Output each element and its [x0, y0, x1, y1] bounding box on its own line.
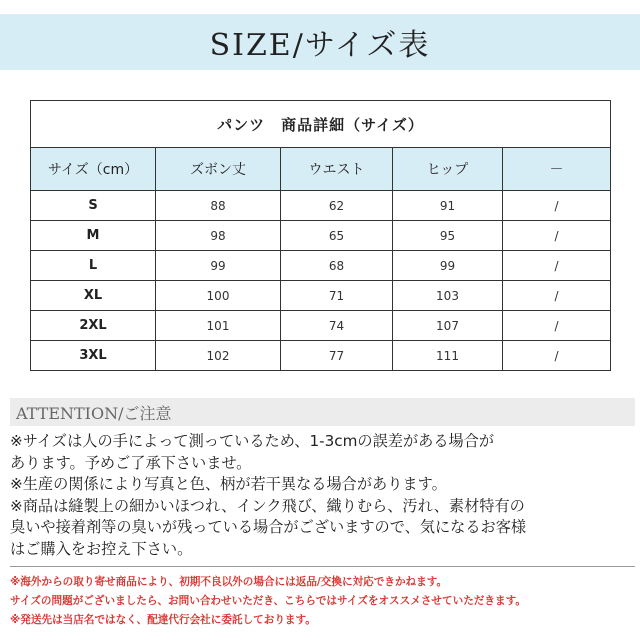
table-row: [31, 281, 611, 311]
other-cell: /: [503, 191, 611, 221]
length-cell: 100: [156, 281, 281, 311]
other-cell: /: [503, 311, 611, 341]
shipping-note-line: ※海外からの取り寄せ商品により、初期不良以外の場合には返品/交換に対応できかねます。: [10, 576, 448, 588]
hip-cell: 91: [393, 191, 503, 221]
table-row: [31, 221, 611, 251]
table-row: [31, 191, 611, 221]
length-cell: 88: [156, 191, 281, 221]
shipping-notes: [10, 573, 635, 630]
length-cell: 102: [156, 341, 281, 371]
length-cell: 98: [156, 221, 281, 251]
column-header-hip: ヒップ: [393, 148, 503, 191]
table-row: [31, 251, 611, 281]
hip-cell: 95: [393, 221, 503, 251]
hip-cell: 107: [393, 311, 503, 341]
hip-cell: 103: [393, 281, 503, 311]
table-caption: パンツ 商品詳細（サイズ）: [31, 101, 611, 148]
waist-cell: 77: [281, 341, 393, 371]
table-header-row: [31, 148, 611, 191]
attention-line: 臭いや接着剤等の臭いが残っている場合がございますので、気になるお客様: [10, 518, 527, 537]
size-table: [30, 100, 611, 371]
size-cell: S: [31, 191, 156, 221]
shipping-note-line: サイズの問題がございましたら、お問い合わせいただき、こちらではサイズをオススメさせていただきます。: [10, 595, 526, 607]
column-header-size: サイズ（cm）: [31, 148, 156, 191]
column-header-waist: ウエスト: [281, 148, 393, 191]
shipping-note-line: ※発送先は当店名ではなく、配達代行会社に委託しております。: [10, 614, 316, 626]
size-cell: M: [31, 221, 156, 251]
waist-cell: 65: [281, 221, 393, 251]
waist-cell: 68: [281, 251, 393, 281]
length-cell: 101: [156, 311, 281, 341]
attention-heading: ATTENTION/ご注意: [16, 403, 172, 423]
page-title: SIZE/サイズ表: [209, 28, 431, 63]
waist-cell: 74: [281, 311, 393, 341]
title-banner: [0, 14, 640, 70]
length-cell: 99: [156, 251, 281, 281]
attention-line: ※サイズは人の手によって測っているため、1-3cmの誤差がある場合が: [10, 432, 495, 450]
divider: [10, 566, 635, 567]
hip-cell: 111: [393, 341, 503, 371]
attention-line: ※商品は縫製上の細かいほつれ、インク飛び、織りむら、汚れ、素材特有の: [10, 496, 525, 515]
attention-line: はご購入をお控え下さい。: [10, 539, 193, 558]
other-cell: /: [503, 221, 611, 251]
table-row: [31, 311, 611, 341]
attention-banner: [10, 398, 635, 426]
table-row: [31, 341, 611, 371]
other-cell: /: [503, 281, 611, 311]
size-cell: L: [31, 251, 156, 281]
other-cell: /: [503, 341, 611, 371]
waist-cell: 71: [281, 281, 393, 311]
waist-cell: 62: [281, 191, 393, 221]
size-cell: XL: [31, 281, 156, 311]
hip-cell: 99: [393, 251, 503, 281]
column-header-length: ズボン丈: [156, 148, 281, 191]
other-cell: /: [503, 251, 611, 281]
attention-line: ※生産の関係により写真と色、柄が若干異なる場合があります。: [10, 475, 447, 494]
column-header-other: －: [503, 148, 611, 191]
size-cell: 2XL: [31, 311, 156, 341]
attention-notes: [10, 431, 635, 561]
size-cell: 3XL: [31, 341, 156, 371]
attention-line: あります。予めご了承下さいませ。: [10, 453, 252, 472]
